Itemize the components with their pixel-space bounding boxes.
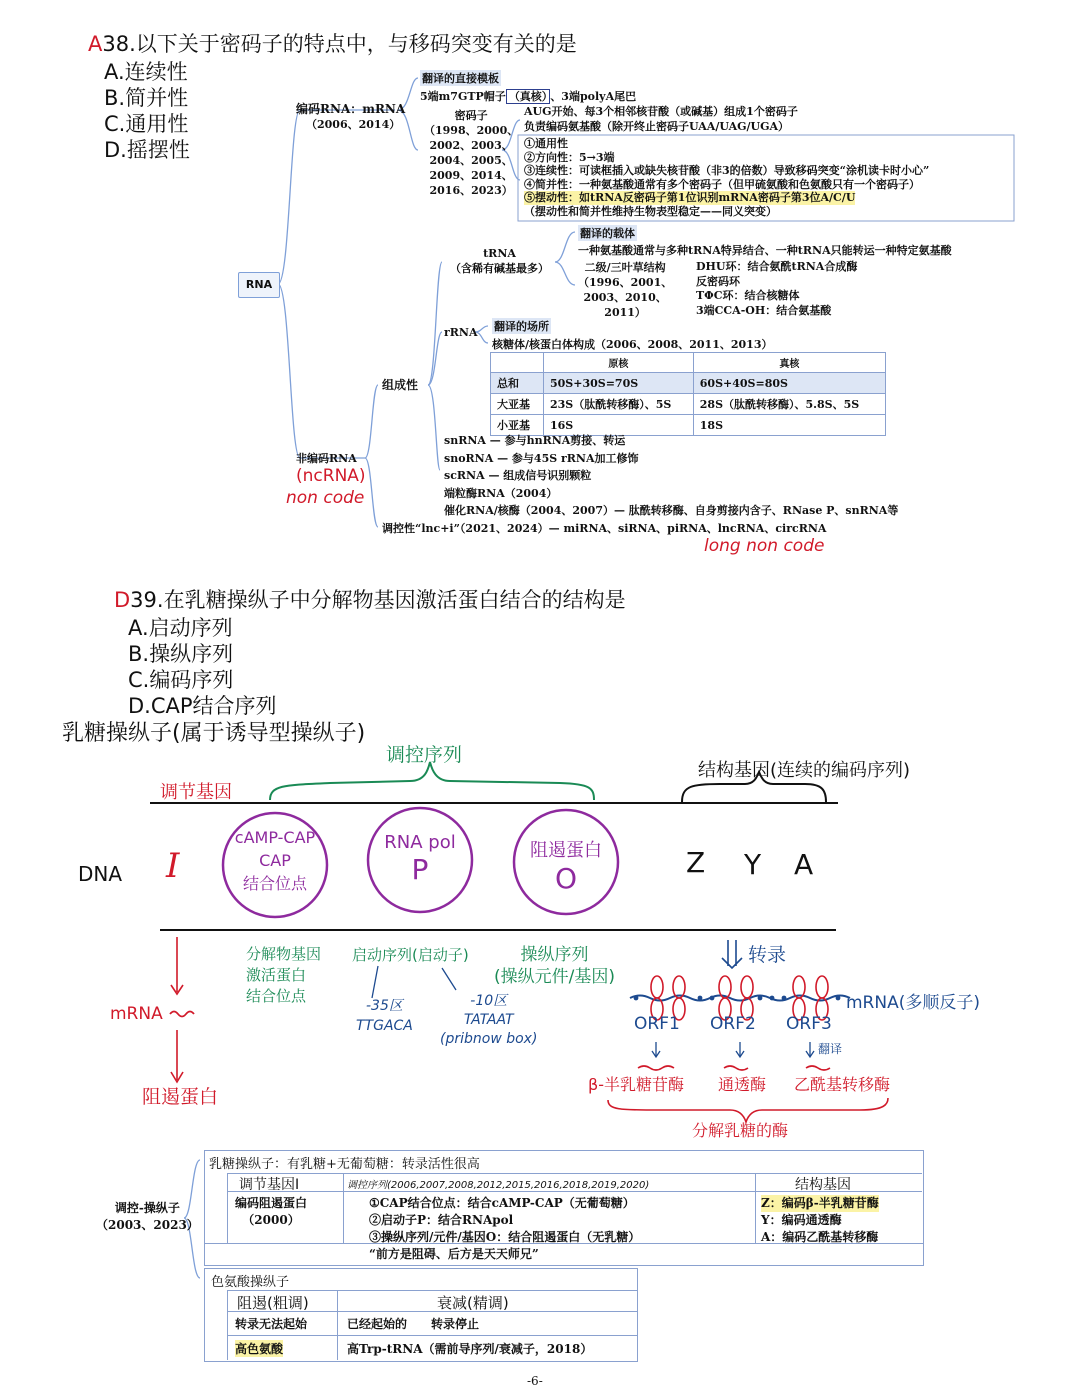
non-code-note: non code	[286, 488, 365, 508]
codon-feature: （摆动性和简并性维持生物表型稳定——同义突变）	[524, 204, 777, 218]
codon-feature: ④简并性：一种氨基酸通常有多个密码子（但甲硫氨酸和色氨酸只有一个密码子）	[524, 177, 920, 191]
trna-part: DHU环：结合氨酰tRNA合成酶	[696, 260, 858, 273]
codon-feature: ①通用性	[524, 137, 568, 150]
operator-line: (操纵元件/基因)	[494, 967, 615, 987]
table-cell: 23S（肽酰转移酶）、5S	[544, 394, 694, 415]
minus35-label: -35区	[366, 998, 403, 1014]
gene-y: Y	[744, 848, 762, 881]
list-item: 端粒酶RNA（2004）	[444, 486, 558, 500]
table-cell: 小亚基	[491, 415, 544, 436]
enzyme-permease: 通透酶	[718, 1075, 767, 1094]
trp-operon-table	[204, 1268, 638, 1362]
o-letter: O	[554, 862, 578, 895]
noncoding-rna-label: 非编码RNA	[296, 452, 357, 465]
list-item: scRNA — 组成信号识别颗粒	[444, 469, 592, 482]
divider	[337, 1290, 338, 1360]
regulatory-seq-label: 调控序列	[386, 744, 463, 766]
trna-specificity: 一种氨基酸通常与多种tRNA特异结合、一种tRNA只能转运一种特定氨基酸	[578, 244, 952, 257]
divider	[227, 1290, 637, 1291]
cap-line: CAP	[259, 851, 291, 870]
pribnow-box: (pribnow box)	[440, 1031, 538, 1047]
option-38-d: D.摇摆性	[104, 138, 190, 162]
reg-content-line: （2000）	[242, 1213, 300, 1227]
table-cell: 60S+40S=80S	[693, 373, 885, 394]
trp-col-repression: 阻遏(粗调)	[237, 1294, 309, 1312]
table-cell: 总和	[491, 373, 544, 394]
cap-desc-line: 结合位点	[246, 987, 307, 1005]
divider	[343, 1173, 344, 1243]
regulator-gene-label: 调节基因	[160, 782, 232, 803]
codon-label-line: 2002、2003、	[429, 139, 513, 152]
trna-note: （含稀有碱基最多）	[450, 262, 549, 275]
codon-label-line: 密码子	[454, 109, 488, 122]
trna-struct-line: 2011）	[604, 306, 646, 319]
p-letter: P	[411, 853, 429, 886]
codon-feature: ②方向性：5→3端	[524, 150, 615, 164]
ctrl-line: “前方是阻碍、后方是天天师兄”	[369, 1247, 539, 1261]
codon-feature: ③连续性：可读框插入或缺失核苷酸（非3的倍数）导致移码突变“涂机读卡时小心”	[524, 164, 930, 178]
cap-line: cAMP-CAP	[234, 828, 316, 847]
codon-feature: ⑤摆动性：如tRNA反密码子第1位识别mRNA密码子第3位A/C/U	[524, 191, 856, 205]
ctrl-line: ③操纵序列/元件/基因O：结合阻遏蛋白（无乳糖）	[369, 1230, 641, 1244]
gene-z: Z	[686, 846, 706, 879]
header-cell: 原核	[544, 353, 694, 373]
long-noncode-note: long non code	[704, 536, 825, 556]
rna-root-node: RNA	[238, 272, 280, 298]
minus35-seq: TTGACA	[356, 1018, 413, 1034]
enzyme-beta-galactosidase: β-半乳糖苷酶	[588, 1075, 684, 1094]
cap-line: 结合位点	[242, 874, 307, 893]
lac-operon-table	[204, 1150, 924, 1266]
trp-row2-a: 高色氨酸	[235, 1342, 284, 1356]
trp-row1-a: 转录无法起始	[235, 1317, 308, 1331]
mrna-label: mRNA	[110, 1004, 163, 1024]
codon-def-line: 负责编码氨基酸（除开终止密码子UAA/UAG/UGA）	[524, 120, 790, 133]
question-39-stem: 39.在乳糖操纵子中分解物基因激活蛋白结合的结构是	[130, 588, 626, 612]
cap-desc-line: 分解物基因	[246, 945, 322, 963]
rrna-site: 翻译的场所	[494, 320, 549, 333]
codon-label-line: 2004、2005、	[429, 154, 513, 167]
table-cell: 18S	[693, 415, 885, 436]
rrna-composition: 核糖体/核蛋白体构成（2006、2008、2011、2013）	[492, 338, 773, 351]
repressor-protein-label: 阻遏蛋白	[142, 1086, 219, 1108]
reg-gene-header: 调节基因I	[239, 1177, 300, 1193]
rrna-label: rRNA	[444, 326, 478, 339]
trna-struct-line: 二级/三叶草结构	[584, 261, 666, 274]
orf3-label: ORF3	[786, 1014, 832, 1034]
trna-part: TΦC环：结合核糖体	[696, 289, 800, 302]
codon-def-line: AUG开始、每3个相邻核苷酸（或碱基）组成1个密码子	[524, 105, 798, 118]
trna-part: 3端CCA-OH：结合氨基酸	[696, 303, 832, 317]
template-header: 翻译的直接模板	[422, 72, 499, 85]
transcription-label: 转录	[748, 944, 787, 966]
trp-row2-b: 高Trp-tRNA（需前导序列/衰减子，2018）	[347, 1342, 593, 1356]
reg-seq-header: 调控序列(2006,2007,2008,2012,2015,2016,2018,2019,2020)	[347, 1180, 650, 1191]
option-39-a: A.启动序列	[128, 616, 233, 640]
ctrl-line: ②启动子P：结合RNApol	[369, 1213, 514, 1227]
answer-39: D	[114, 588, 131, 612]
option-39-c: C.编码序列	[128, 668, 234, 692]
list-item: snoRNA — 参与45S rRNA加工修饰	[444, 451, 639, 465]
operon-side-label	[96, 1200, 199, 1234]
enzyme-transacetylase: 乙酰基转移酶	[794, 1075, 891, 1094]
dna-label: DNA	[78, 862, 123, 886]
divider	[227, 1290, 228, 1360]
struct-gene-content	[761, 1195, 879, 1246]
trna-struct-line: 2003、2010、	[583, 291, 667, 304]
option-39-d: D.CAP结合序列	[128, 694, 277, 718]
lac-table-header: 乳糖操纵子：有乳糖+无葡萄糖：转录活性很高	[209, 1157, 480, 1172]
trna-name: tRNA	[483, 247, 516, 260]
orf2-label: ORF2	[710, 1014, 756, 1034]
lac-title: 乳糖操纵子(属于诱导型操纵子)	[62, 721, 366, 746]
divider	[755, 1173, 756, 1243]
trp-row1-b: 已经起始的 转录停止	[347, 1317, 480, 1331]
struct-line: Y：编码通透酶	[761, 1213, 842, 1227]
translation-label: 翻译	[818, 1042, 843, 1056]
promoter-label: 启动序列(启动子)	[352, 946, 469, 964]
eukaryote-box: （真核）	[506, 89, 551, 104]
page-number: -6-	[527, 1374, 543, 1388]
repressor-text: 阻遏蛋白	[530, 840, 602, 861]
struct-line: A：编码乙酰基转移酶	[761, 1230, 879, 1244]
structural-genes-label: 结构基因(连续的编码序列)	[698, 760, 911, 781]
ctrl-line: ①CAP结合位点：结合cAMP-CAP（无葡萄糖）	[369, 1196, 635, 1210]
question-38-stem: 38.以下关于密码子的特点中，与移码突变有关的是	[102, 32, 577, 56]
trna-carrier: 翻译的载体	[580, 227, 635, 240]
i-gene: I	[166, 846, 180, 886]
option-38-a: A.连续性	[104, 60, 188, 84]
rna-pol-text: RNA pol	[384, 832, 456, 853]
polycistronic-mrna-label: mRNA(多顺反子)	[846, 993, 980, 1013]
list-item: 催化RNA/核酶（2004、2007）— 肽酰转移酶、自身剪接内含子、RNase P、snRNA等	[444, 504, 899, 517]
table-cell: 50S+30S=70S	[544, 373, 694, 394]
coding-rna-years: （2006、2014）	[306, 118, 401, 131]
polya-text: 、3端polyA尾巴	[550, 90, 637, 103]
side-label-line: （2003、2023）	[96, 1218, 199, 1232]
table-cell: 大亚基	[491, 394, 544, 415]
trna-part: 反密码环	[696, 274, 740, 288]
option-38-b: B.简并性	[104, 86, 189, 110]
struct-line: Z：编码β-半乳糖苷酶	[761, 1196, 879, 1210]
ncrna-note: (ncRNA)	[296, 466, 366, 486]
operator-line: 操纵序列	[520, 945, 589, 965]
codon-label-line: 2016、2023）	[429, 184, 513, 197]
cap-desc-line: 激活蛋白	[246, 966, 307, 984]
cap-text: 5端m7GTP帽子	[420, 90, 506, 103]
regulatory-rna: 调控性“lnc+i”（2021、2024）— miRNA、siRNA、piRNA、lncRNA、circRNA	[382, 522, 827, 535]
answer-38: A	[88, 32, 103, 56]
table-cell: 28S（肽酰转移酶）、5.8S、5S	[693, 394, 885, 415]
trp-col-attenuation: 衰减(精调)	[437, 1294, 509, 1312]
orf1-label: ORF1	[634, 1014, 680, 1034]
option-39-b: B.操纵序列	[128, 642, 234, 666]
coding-rna-label: 编码RNA：mRNA	[296, 102, 406, 116]
struct-gene-header: 结构基因	[795, 1177, 851, 1193]
table-cell: 16S	[544, 415, 694, 436]
trna-struct-line: （1996、2001、	[578, 276, 673, 289]
list-item: snRNA — 参与hnRNA剪接、转运	[444, 434, 626, 447]
codon-label-line: （1998、2000、	[424, 124, 519, 137]
codon-label-line: 2009、2014、	[429, 169, 513, 182]
reg-content-line: 编码阻遏蛋白	[235, 1196, 308, 1210]
control-seq-content	[369, 1195, 640, 1263]
minus10-label: -10区	[470, 993, 508, 1009]
trp-table-header: 色氨酸操纵子	[211, 1275, 290, 1290]
option-38-c: C.通用性	[104, 112, 189, 136]
gene-a: A	[794, 848, 814, 881]
header-cell: 真核	[693, 353, 885, 373]
lactose-enzymes-label: 分解乳糖的酶	[692, 1121, 789, 1140]
divider	[227, 1335, 637, 1336]
reg-gene-content	[235, 1195, 307, 1229]
side-label-line: 调控-操纵子	[114, 1201, 180, 1215]
divider	[227, 1173, 228, 1243]
minus10-seq: TATAAT	[463, 1012, 514, 1028]
component-label: 组成性	[382, 378, 419, 392]
